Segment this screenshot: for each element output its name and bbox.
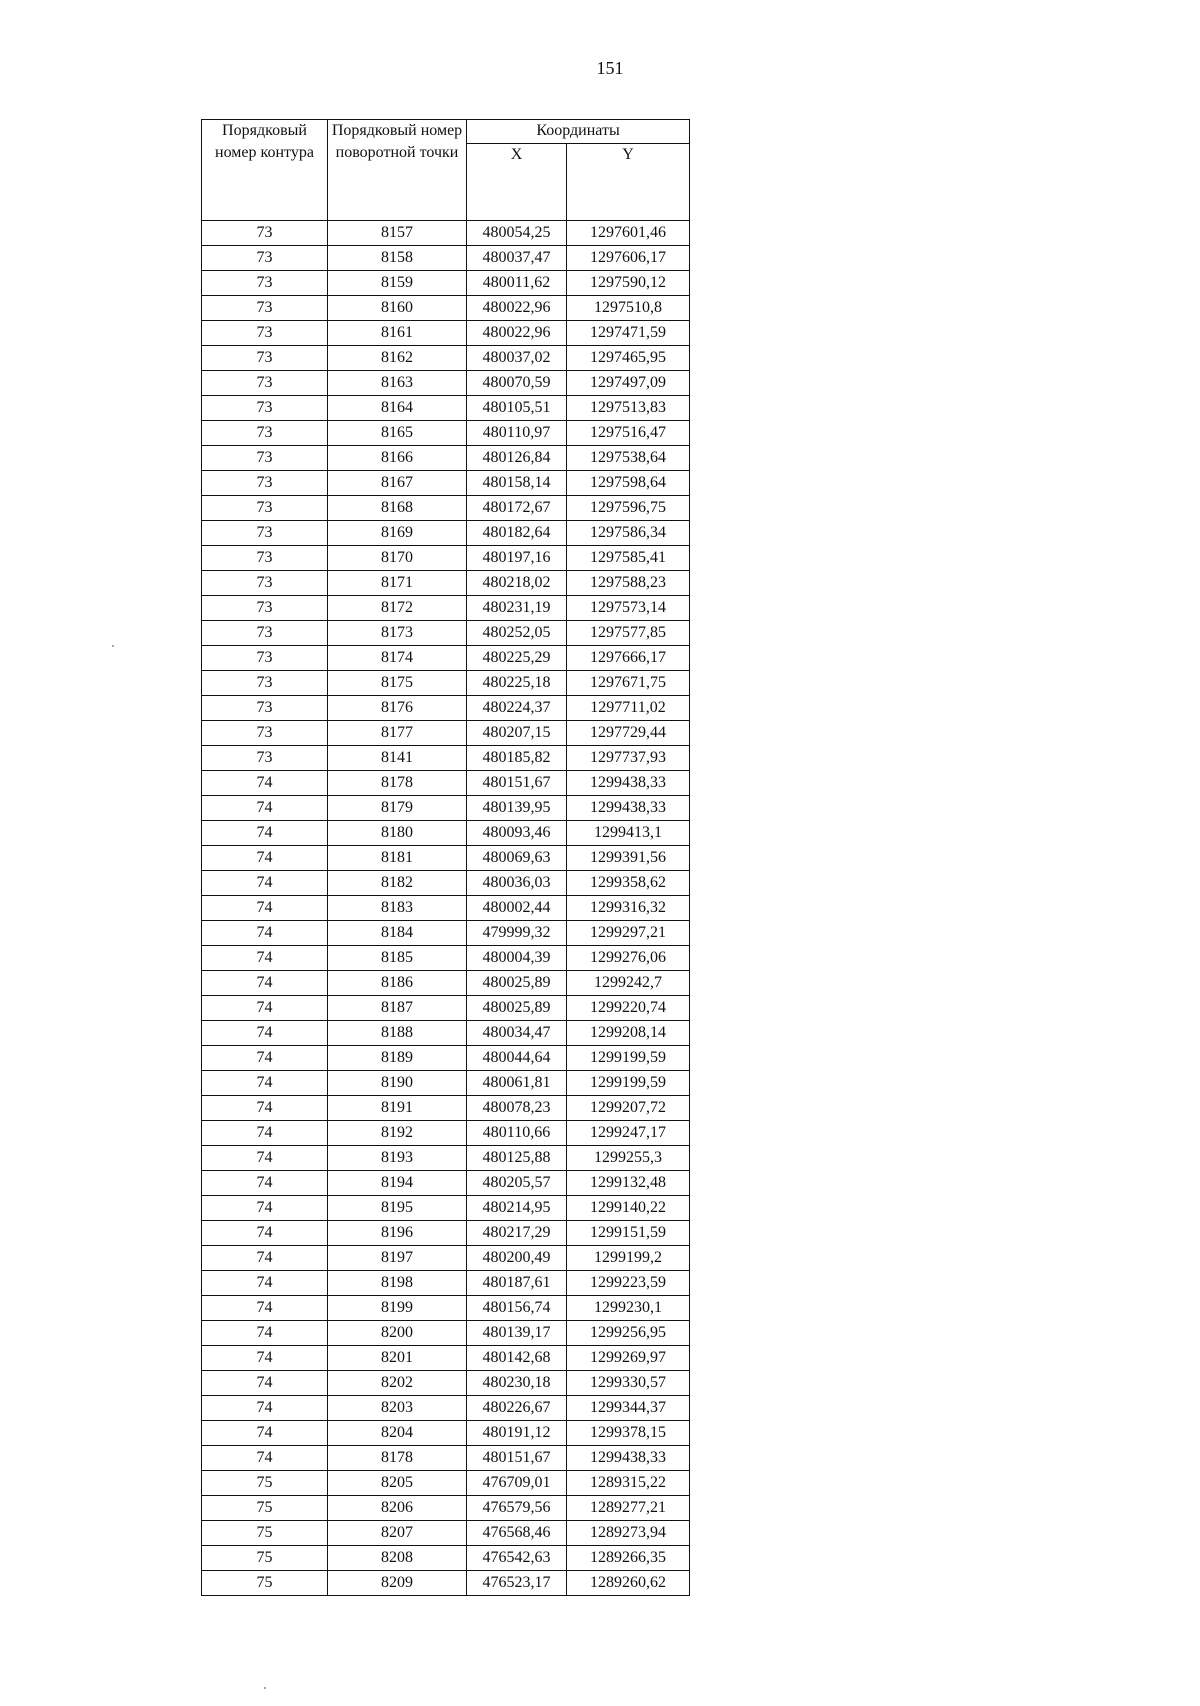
cell-contour-number: 75 xyxy=(202,1521,328,1546)
table-row xyxy=(202,671,690,696)
cell-contour-number: 74 xyxy=(202,1146,328,1171)
header-point-number: Порядковый номер поворотной точки xyxy=(328,120,467,221)
cell-x: 480156,74 xyxy=(467,1296,567,1321)
cell-contour-number: 75 xyxy=(202,1546,328,1571)
cell-contour-number: 74 xyxy=(202,1071,328,1096)
cell-point-number: 8161 xyxy=(328,321,467,346)
cell-point-number: 8141 xyxy=(328,746,467,771)
cell-contour-number: 73 xyxy=(202,646,328,671)
cell-y: 1297471,59 xyxy=(567,321,690,346)
cell-contour-number: 73 xyxy=(202,396,328,421)
cell-x: 480230,18 xyxy=(467,1371,567,1396)
cell-y: 1299132,48 xyxy=(567,1171,690,1196)
cell-contour-number: 74 xyxy=(202,1196,328,1221)
cell-contour-number: 74 xyxy=(202,1096,328,1121)
cell-contour-number: 74 xyxy=(202,1346,328,1371)
cell-contour-number: 74 xyxy=(202,1446,328,1471)
cell-contour-number: 74 xyxy=(202,1271,328,1296)
cell-contour-number: 73 xyxy=(202,521,328,546)
cell-point-number: 8175 xyxy=(328,671,467,696)
cell-x: 480044,64 xyxy=(467,1046,567,1071)
cell-contour-number: 73 xyxy=(202,596,328,621)
cell-point-number: 8201 xyxy=(328,1346,467,1371)
cell-y: 1299438,33 xyxy=(567,771,690,796)
cell-x: 480070,59 xyxy=(467,371,567,396)
table-row xyxy=(202,1546,690,1571)
cell-point-number: 8178 xyxy=(328,771,467,796)
cell-x: 480225,29 xyxy=(467,646,567,671)
table-row xyxy=(202,1196,690,1221)
cell-contour-number: 74 xyxy=(202,1296,328,1321)
cell-x: 480054,25 xyxy=(467,221,567,246)
cell-x: 480061,81 xyxy=(467,1071,567,1096)
cell-point-number: 8208 xyxy=(328,1546,467,1571)
cell-contour-number: 74 xyxy=(202,1121,328,1146)
cell-contour-number: 74 xyxy=(202,1371,328,1396)
cell-point-number: 8159 xyxy=(328,271,467,296)
cell-x: 480011,62 xyxy=(467,271,567,296)
table-row xyxy=(202,396,690,421)
cell-y: 1297516,47 xyxy=(567,421,690,446)
table-row xyxy=(202,1121,690,1146)
cell-point-number: 8188 xyxy=(328,1021,467,1046)
cell-x: 480139,17 xyxy=(467,1321,567,1346)
cell-y: 1299256,95 xyxy=(567,1321,690,1346)
table-row xyxy=(202,1321,690,1346)
table-row xyxy=(202,1571,690,1596)
table-row xyxy=(202,471,690,496)
table-row xyxy=(202,646,690,671)
cell-point-number: 8170 xyxy=(328,546,467,571)
cell-x: 480142,68 xyxy=(467,1346,567,1371)
cell-contour-number: 73 xyxy=(202,671,328,696)
cell-x: 480182,64 xyxy=(467,521,567,546)
table-row xyxy=(202,421,690,446)
cell-y: 1299438,33 xyxy=(567,796,690,821)
cell-x: 476542,63 xyxy=(467,1546,567,1571)
cell-point-number: 8182 xyxy=(328,871,467,896)
cell-point-number: 8196 xyxy=(328,1221,467,1246)
cell-x: 480218,02 xyxy=(467,571,567,596)
table-row xyxy=(202,946,690,971)
cell-y: 1299230,1 xyxy=(567,1296,690,1321)
header-contour-number: Порядковый номер контура xyxy=(202,120,328,221)
cell-y: 1299316,32 xyxy=(567,896,690,921)
cell-contour-number: 74 xyxy=(202,871,328,896)
table-row xyxy=(202,521,690,546)
cell-y: 1297671,75 xyxy=(567,671,690,696)
cell-contour-number: 74 xyxy=(202,921,328,946)
cell-y: 1297729,44 xyxy=(567,721,690,746)
cell-y: 1299199,59 xyxy=(567,1046,690,1071)
cell-point-number: 8204 xyxy=(328,1421,467,1446)
cell-contour-number: 73 xyxy=(202,496,328,521)
cell-x: 480078,23 xyxy=(467,1096,567,1121)
cell-point-number: 8176 xyxy=(328,696,467,721)
cell-point-number: 8171 xyxy=(328,571,467,596)
cell-y: 1297588,23 xyxy=(567,571,690,596)
cell-point-number: 8167 xyxy=(328,471,467,496)
cell-y: 1299247,17 xyxy=(567,1121,690,1146)
cell-contour-number: 74 xyxy=(202,996,328,1021)
cell-y: 1299269,97 xyxy=(567,1346,690,1371)
cell-point-number: 8163 xyxy=(328,371,467,396)
cell-x: 480110,66 xyxy=(467,1121,567,1146)
cell-y: 1299276,06 xyxy=(567,946,690,971)
table-row xyxy=(202,921,690,946)
cell-point-number: 8186 xyxy=(328,971,467,996)
cell-x: 480226,67 xyxy=(467,1396,567,1421)
cell-contour-number: 73 xyxy=(202,546,328,571)
cell-contour-number: 73 xyxy=(202,621,328,646)
cell-x: 476579,56 xyxy=(467,1496,567,1521)
cell-y: 1299438,33 xyxy=(567,1446,690,1471)
cell-contour-number: 73 xyxy=(202,221,328,246)
cell-contour-number: 74 xyxy=(202,1421,328,1446)
table-row xyxy=(202,1371,690,1396)
cell-y: 1297711,02 xyxy=(567,696,690,721)
page-number: 151 xyxy=(596,58,624,78)
table-row xyxy=(202,1046,690,1071)
cell-y: 1299378,15 xyxy=(567,1421,690,1446)
cell-point-number: 8160 xyxy=(328,296,467,321)
cell-point-number: 8193 xyxy=(328,1146,467,1171)
table-row xyxy=(202,571,690,596)
cell-point-number: 8179 xyxy=(328,796,467,821)
cell-y: 1297596,75 xyxy=(567,496,690,521)
cell-point-number: 8169 xyxy=(328,521,467,546)
table-row xyxy=(202,1346,690,1371)
header-y: Y xyxy=(567,144,690,221)
cell-contour-number: 74 xyxy=(202,896,328,921)
cell-point-number: 8164 xyxy=(328,396,467,421)
table-row xyxy=(202,896,690,921)
cell-y: 1297586,34 xyxy=(567,521,690,546)
table-row xyxy=(202,1446,690,1471)
cell-x: 480214,95 xyxy=(467,1196,567,1221)
cell-x: 480225,18 xyxy=(467,671,567,696)
cell-y: 1299297,21 xyxy=(567,921,690,946)
table-row xyxy=(202,1521,690,1546)
cell-contour-number: 74 xyxy=(202,846,328,871)
cell-x: 479999,32 xyxy=(467,921,567,946)
table-row xyxy=(202,371,690,396)
cell-point-number: 8199 xyxy=(328,1296,467,1321)
cell-x: 480125,88 xyxy=(467,1146,567,1171)
cell-point-number: 8184 xyxy=(328,921,467,946)
table-row xyxy=(202,1296,690,1321)
cell-y: 1299199,59 xyxy=(567,1071,690,1096)
table-row xyxy=(202,1496,690,1521)
cell-y: 1297601,46 xyxy=(567,221,690,246)
cell-point-number: 8165 xyxy=(328,421,467,446)
cell-point-number: 8195 xyxy=(328,1196,467,1221)
cell-x: 480037,02 xyxy=(467,346,567,371)
cell-point-number: 8158 xyxy=(328,246,467,271)
cell-y: 1299344,37 xyxy=(567,1396,690,1421)
cell-point-number: 8185 xyxy=(328,946,467,971)
table-row xyxy=(202,1221,690,1246)
table-row xyxy=(202,446,690,471)
header-coordinates: Координаты xyxy=(467,120,690,144)
table-row xyxy=(202,1146,690,1171)
cell-x: 476523,17 xyxy=(467,1571,567,1596)
cell-x: 480151,67 xyxy=(467,1446,567,1471)
cell-contour-number: 74 xyxy=(202,1046,328,1071)
cell-y: 1299255,3 xyxy=(567,1146,690,1171)
cell-contour-number: 73 xyxy=(202,321,328,346)
cell-x: 476568,46 xyxy=(467,1521,567,1546)
cell-contour-number: 74 xyxy=(202,1246,328,1271)
cell-x: 480110,97 xyxy=(467,421,567,446)
cell-y: 1299223,59 xyxy=(567,1271,690,1296)
cell-point-number: 8207 xyxy=(328,1521,467,1546)
cell-point-number: 8206 xyxy=(328,1496,467,1521)
table-row xyxy=(202,296,690,321)
cell-contour-number: 74 xyxy=(202,1396,328,1421)
cell-y: 1297666,17 xyxy=(567,646,690,671)
cell-x: 480207,15 xyxy=(467,721,567,746)
cell-contour-number: 73 xyxy=(202,271,328,296)
cell-y: 1299358,62 xyxy=(567,871,690,896)
cell-y: 1297598,64 xyxy=(567,471,690,496)
cell-contour-number: 73 xyxy=(202,421,328,446)
cell-contour-number: 74 xyxy=(202,946,328,971)
cell-x: 480105,51 xyxy=(467,396,567,421)
cell-point-number: 8197 xyxy=(328,1246,467,1271)
cell-y: 1297606,17 xyxy=(567,246,690,271)
cell-x: 480025,89 xyxy=(467,996,567,1021)
header-row xyxy=(202,120,690,144)
cell-y: 1297585,41 xyxy=(567,546,690,571)
table-row xyxy=(202,1021,690,1046)
table-row xyxy=(202,271,690,296)
cell-contour-number: 73 xyxy=(202,746,328,771)
cell-x: 480022,96 xyxy=(467,321,567,346)
cell-contour-number: 74 xyxy=(202,1171,328,1196)
cell-y: 1297590,12 xyxy=(567,271,690,296)
coordinates-table xyxy=(201,119,690,1596)
cell-y: 1299242,7 xyxy=(567,971,690,996)
cell-point-number: 8205 xyxy=(328,1471,467,1496)
cell-x: 480151,67 xyxy=(467,771,567,796)
table-row xyxy=(202,1421,690,1446)
cell-point-number: 8168 xyxy=(328,496,467,521)
cell-point-number: 8177 xyxy=(328,721,467,746)
cell-contour-number: 74 xyxy=(202,796,328,821)
cell-y: 1289266,35 xyxy=(567,1546,690,1571)
cell-x: 480158,14 xyxy=(467,471,567,496)
cell-x: 480231,19 xyxy=(467,596,567,621)
cell-y: 1299208,14 xyxy=(567,1021,690,1046)
cell-y: 1299140,22 xyxy=(567,1196,690,1221)
cell-x: 480191,12 xyxy=(467,1421,567,1446)
table-row xyxy=(202,746,690,771)
cell-y: 1297573,14 xyxy=(567,596,690,621)
cell-x: 480187,61 xyxy=(467,1271,567,1296)
cell-point-number: 8172 xyxy=(328,596,467,621)
cell-x: 480002,44 xyxy=(467,896,567,921)
cell-x: 480126,84 xyxy=(467,446,567,471)
cell-x: 480224,37 xyxy=(467,696,567,721)
cell-y: 1297465,95 xyxy=(567,346,690,371)
table-row xyxy=(202,221,690,246)
cell-y: 1297577,85 xyxy=(567,621,690,646)
table-row xyxy=(202,1271,690,1296)
cell-x: 480004,39 xyxy=(467,946,567,971)
scan-speck xyxy=(112,645,114,647)
cell-contour-number: 73 xyxy=(202,721,328,746)
cell-x: 480037,47 xyxy=(467,246,567,271)
cell-x: 480200,49 xyxy=(467,1246,567,1271)
cell-point-number: 8166 xyxy=(328,446,467,471)
cell-contour-number: 73 xyxy=(202,696,328,721)
cell-y: 1299330,57 xyxy=(567,1371,690,1396)
cell-y: 1299391,56 xyxy=(567,846,690,871)
cell-point-number: 8174 xyxy=(328,646,467,671)
cell-y: 1299220,74 xyxy=(567,996,690,1021)
table-row xyxy=(202,1096,690,1121)
cell-contour-number: 73 xyxy=(202,346,328,371)
cell-y: 1289315,22 xyxy=(567,1471,690,1496)
cell-y: 1299151,59 xyxy=(567,1221,690,1246)
table-row xyxy=(202,696,690,721)
cell-point-number: 8189 xyxy=(328,1046,467,1071)
table-row xyxy=(202,721,690,746)
table-row xyxy=(202,1071,690,1096)
table-body xyxy=(202,221,690,1596)
table-row xyxy=(202,496,690,521)
cell-x: 480172,67 xyxy=(467,496,567,521)
cell-contour-number: 74 xyxy=(202,1221,328,1246)
cell-contour-number: 75 xyxy=(202,1571,328,1596)
table-row xyxy=(202,1246,690,1271)
cell-point-number: 8181 xyxy=(328,846,467,871)
table-row xyxy=(202,246,690,271)
table-row xyxy=(202,1396,690,1421)
cell-x: 480217,29 xyxy=(467,1221,567,1246)
cell-point-number: 8178 xyxy=(328,1446,467,1471)
cell-point-number: 8190 xyxy=(328,1071,467,1096)
table-row xyxy=(202,321,690,346)
scan-speck xyxy=(264,1687,266,1689)
cell-contour-number: 74 xyxy=(202,821,328,846)
cell-point-number: 8191 xyxy=(328,1096,467,1121)
cell-y: 1299207,72 xyxy=(567,1096,690,1121)
cell-y: 1297538,64 xyxy=(567,446,690,471)
cell-y: 1297737,93 xyxy=(567,746,690,771)
cell-x: 480205,57 xyxy=(467,1171,567,1196)
cell-x: 480197,16 xyxy=(467,546,567,571)
cell-y: 1299413,1 xyxy=(567,821,690,846)
table-row xyxy=(202,1471,690,1496)
cell-contour-number: 73 xyxy=(202,371,328,396)
cell-point-number: 8180 xyxy=(328,821,467,846)
cell-contour-number: 74 xyxy=(202,1321,328,1346)
cell-contour-number: 73 xyxy=(202,446,328,471)
cell-point-number: 8194 xyxy=(328,1171,467,1196)
cell-contour-number: 75 xyxy=(202,1471,328,1496)
cell-y: 1289277,21 xyxy=(567,1496,690,1521)
cell-y: 1289260,62 xyxy=(567,1571,690,1596)
cell-contour-number: 74 xyxy=(202,771,328,796)
cell-contour-number: 74 xyxy=(202,971,328,996)
cell-x: 480034,47 xyxy=(467,1021,567,1046)
cell-x: 480025,89 xyxy=(467,971,567,996)
cell-contour-number: 73 xyxy=(202,571,328,596)
table-row xyxy=(202,596,690,621)
header-x: X xyxy=(467,144,567,221)
table-row xyxy=(202,971,690,996)
cell-point-number: 8200 xyxy=(328,1321,467,1346)
cell-point-number: 8198 xyxy=(328,1271,467,1296)
cell-point-number: 8209 xyxy=(328,1571,467,1596)
table-row xyxy=(202,846,690,871)
cell-x: 480036,03 xyxy=(467,871,567,896)
cell-contour-number: 73 xyxy=(202,246,328,271)
cell-y: 1297510,8 xyxy=(567,296,690,321)
cell-y: 1289273,94 xyxy=(567,1521,690,1546)
cell-y: 1297497,09 xyxy=(567,371,690,396)
cell-x: 480022,96 xyxy=(467,296,567,321)
cell-point-number: 8162 xyxy=(328,346,467,371)
cell-x: 480093,46 xyxy=(467,821,567,846)
cell-contour-number: 74 xyxy=(202,1021,328,1046)
cell-x: 480185,82 xyxy=(467,746,567,771)
table-row xyxy=(202,346,690,371)
cell-x: 480252,05 xyxy=(467,621,567,646)
cell-point-number: 8183 xyxy=(328,896,467,921)
table-row xyxy=(202,821,690,846)
table-row xyxy=(202,771,690,796)
cell-point-number: 8203 xyxy=(328,1396,467,1421)
cell-point-number: 8202 xyxy=(328,1371,467,1396)
table-row xyxy=(202,871,690,896)
cell-point-number: 8187 xyxy=(328,996,467,1021)
cell-contour-number: 73 xyxy=(202,296,328,321)
cell-point-number: 8192 xyxy=(328,1121,467,1146)
cell-contour-number: 75 xyxy=(202,1496,328,1521)
cell-point-number: 8157 xyxy=(328,221,467,246)
cell-y: 1299199,2 xyxy=(567,1246,690,1271)
cell-x: 480139,95 xyxy=(467,796,567,821)
cell-point-number: 8173 xyxy=(328,621,467,646)
cell-y: 1297513,83 xyxy=(567,396,690,421)
table-row xyxy=(202,546,690,571)
table-row xyxy=(202,621,690,646)
cell-x: 480069,63 xyxy=(467,846,567,871)
cell-contour-number: 73 xyxy=(202,471,328,496)
table-row xyxy=(202,1171,690,1196)
cell-x: 476709,01 xyxy=(467,1471,567,1496)
table-row xyxy=(202,796,690,821)
table-row xyxy=(202,996,690,1021)
